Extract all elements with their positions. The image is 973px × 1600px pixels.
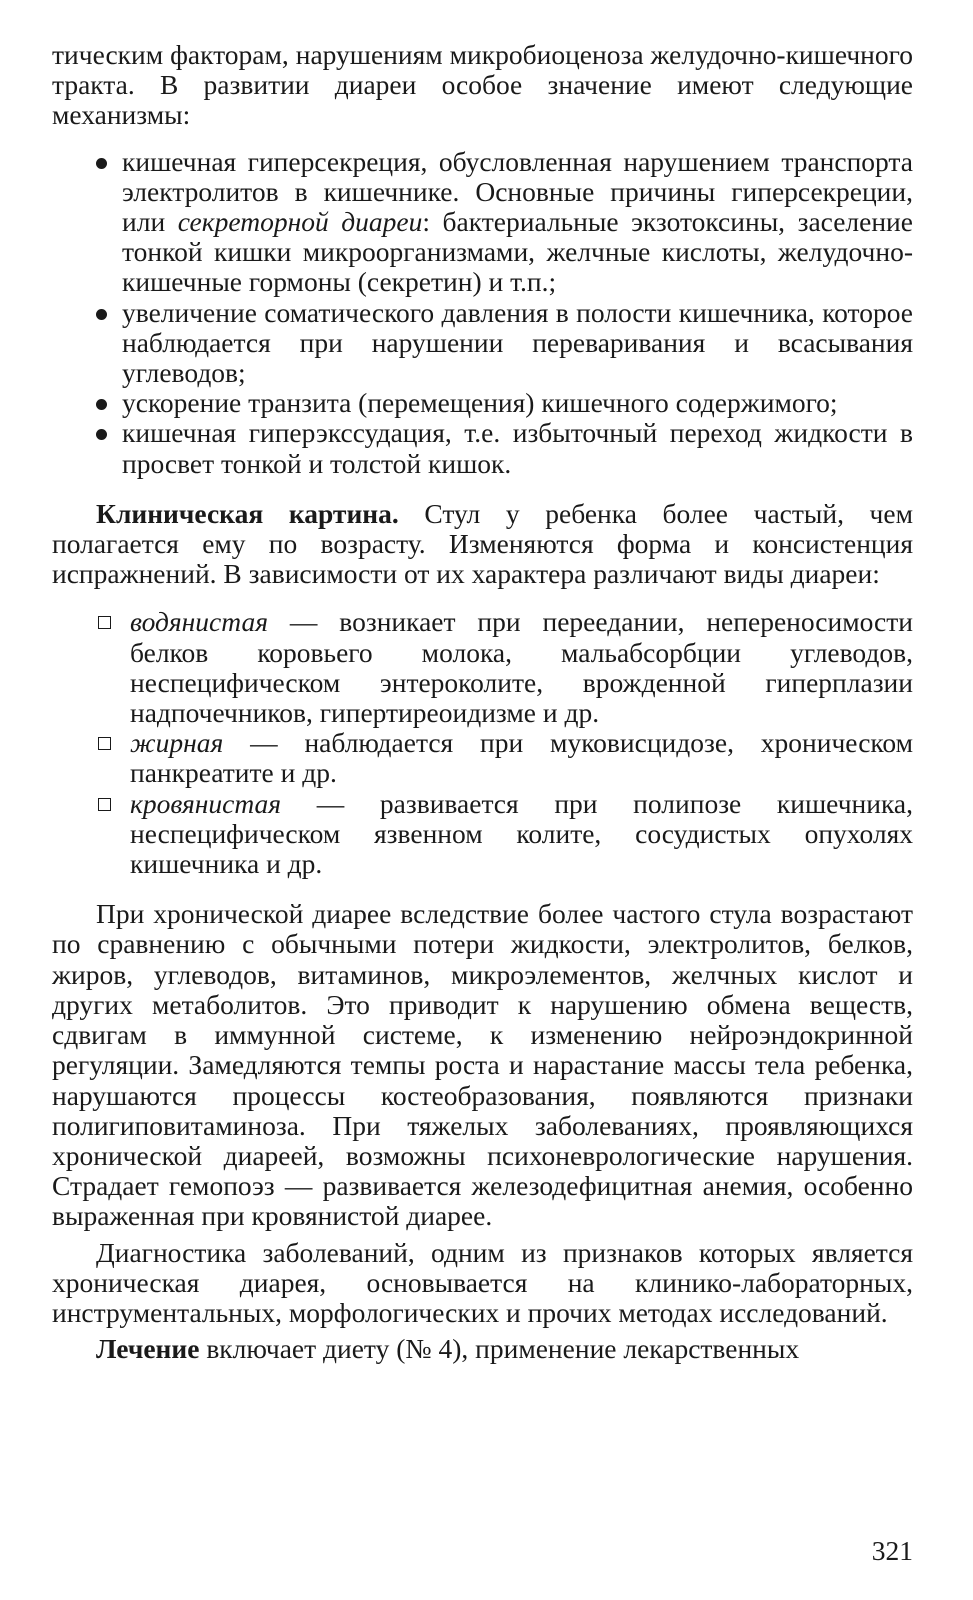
checkbox-square-icon [98, 737, 111, 750]
mechanisms-list [52, 147, 913, 479]
list-item: кишечная гиперэкссудация, т.е. избыточный переход жидкости в просвет тонкой и толстой кишок. [52, 418, 913, 478]
chronic-paragraph: При хронической диарее вследствие более частого стула возрастают по сравнению с обычными потери жидкости, электролитов, белков, жиров, углеводов, витаминов, микроэлементов, желчных кислот и других метаболитов. Это приводит к нарушению обмена веществ, сдвигам в иммунной системе, к изменению нейроэндокринной регуляции. Замедляются темпы роста и нарастание массы тела ребенка, нарушаются процессы костеобразования, появляются признаки полигиповитаминоза. При тяжелых заболеваниях, проявляющихся хронической диареей, возможны психоневрологические нарушения. Страдает гемопоэз — развивается железодефицитная анемия, особенно выраженная при кровянистой диарее. [52, 898, 913, 1232]
clinical-paragraph: Клиническая картина. Стул у ребенка более частый, чем полагается ему по возрасту. Изменяются форма и консистенция испражнений. В зависимости от их характера различают виды диареи: [52, 497, 913, 590]
list-item: кишечная гиперсекреция, обусловленная нарушением транспорта электролитов в кишечнике. Основные причины гиперсекреции, или секреторной диареи: бактериальные экзотоксины, заселение тонкой кишки микроорганизмами, желчные кислоты, желудочно-кишечные гормоны (секретин) и т.п.; [52, 147, 913, 298]
bullet-icon [96, 429, 107, 440]
page-number: 321 [871, 1535, 913, 1566]
list-item: увеличение соматического давления в полости кишечника, которое наблюдается при нарушении переваривания и всасывания углеводов; [52, 298, 913, 389]
diagnostics-paragraph: Диагностика заболеваний, одним из признаков которых является хроническая диарея, основывается на клинико-лабораторных, инструментальных, морфологических и прочих методах исследований. [52, 1236, 913, 1328]
checkbox-square-icon [98, 798, 111, 811]
treatment-heading: Лечение [96, 1333, 200, 1365]
intro-paragraph: тическим факторам, нарушениям микробиоценоза желудочно-кишечного тракта. В развитии диареи особое значение имеют следующие механизмы: [52, 39, 913, 131]
list-item: ускорение транзита (перемещения) кишечного содержимого; [52, 388, 913, 418]
diarrhea-types-list [52, 607, 913, 879]
bullet-icon [96, 399, 107, 410]
checkbox-square-icon [98, 616, 111, 629]
list-item: жирная — наблюдается при муковисцидозе, хроническом панкреатите и др. [52, 728, 913, 788]
bullet-icon [96, 309, 107, 320]
list-item: кровянистая — развивается при полипозе кишечника, неспецифическом язвенном колите, сосудистых опухолях кишечника и др. [52, 789, 913, 880]
bullet-icon [96, 158, 107, 169]
clinical-heading: Клиническая картина. [96, 497, 399, 529]
treatment-paragraph: Лечение включает диету (№ 4), применение лекарственных [96, 1333, 800, 1365]
list-item: водянистая — возникает при переедании, непереносимости белков коровьего молока, мальабсорбции углеводов, неспецифическом энтероколите, врожденной гиперплазии надпочечников, гипертиреоидизме и др. [52, 607, 913, 728]
